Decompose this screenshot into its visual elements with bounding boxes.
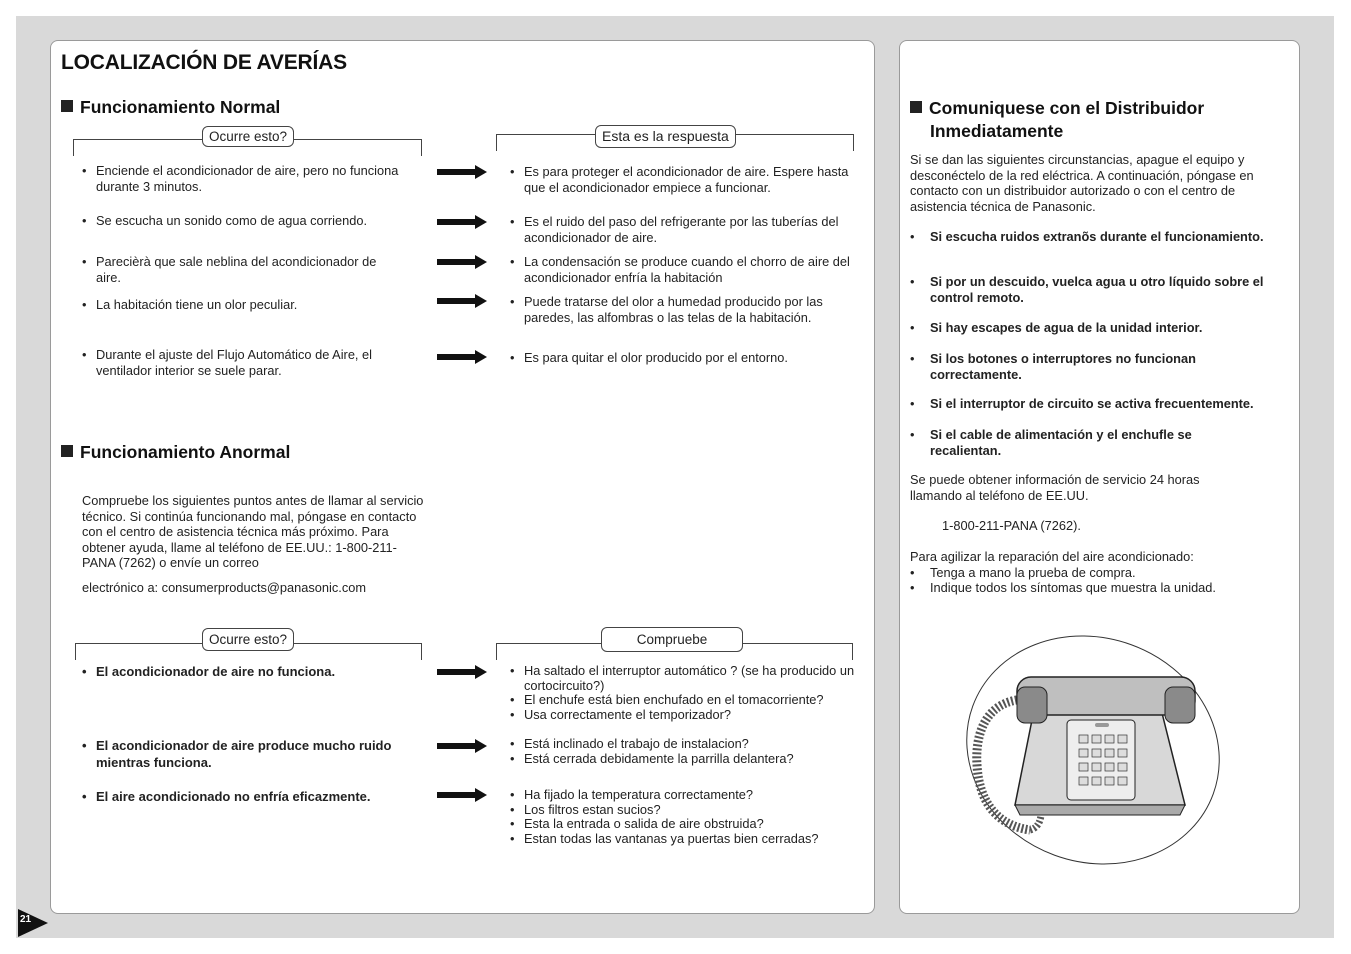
normal-problem-3: • Parecièrà que sale neblina del acondicionador de aire. bbox=[82, 254, 396, 285]
abnormal-problem-3: • El aire acondicionado no enfría eficazmente. bbox=[82, 788, 436, 805]
contact-item-6: • Si el cable de alimentación y el enchufle se recalientan. bbox=[910, 427, 1260, 458]
normal-answer-5: • Es para quitar el olor producido por el entorno. bbox=[510, 350, 854, 366]
check-item: • Ha fijado la temperatura correctamente? bbox=[510, 788, 855, 803]
repair-list bbox=[910, 565, 1280, 595]
service-phone: 1-800-211-PANA (7262). bbox=[942, 518, 1081, 533]
abnormal-problem-2: • El acondicionador de aire produce mucho ruido mientras funciona. bbox=[82, 737, 416, 771]
normal-answer-1: • Es para proteger el acondicionador de aire. Espere hasta que el acondicionador empiece a funcionar. bbox=[510, 164, 854, 195]
check-item: • Está inclinado el trabajo de instalacion? bbox=[510, 737, 855, 752]
page-number: 21 bbox=[20, 914, 32, 925]
square-bullet-icon bbox=[61, 445, 73, 457]
contact-intro: Si se dan las siguientes circunstancias, apague el equipo y desconéctelo de la red eléctrica. A continuación, póngase en contacto con un distribuidor autorizado o con el centro de asistencia técnica de Panasonic. bbox=[910, 152, 1254, 214]
normal-answer-2: • Es el ruido del paso del refrigerante por las tuberías del acondicionador de aire. bbox=[510, 214, 854, 245]
contact-item-5: • Si el interruptor de circuito se activa frecuentemente. bbox=[910, 396, 1310, 412]
page-title: LOCALIZACIÓN DE AVERÍAS bbox=[61, 51, 347, 74]
contact-heading: Comuniquese con el Distribuidor Inmediatamente bbox=[910, 97, 1290, 143]
repair-item: • Tenga a mano la prueba de compra. bbox=[910, 565, 1280, 580]
check-item: • Estan todas las vantanas ya puertas bien cerradas? bbox=[510, 832, 855, 847]
abnormal-intro: Compruebe los siguientes puntos antes de llamar al servicio técnico. Si continúa funcionando mal, póngase en contacto con el centro de asistencia técnica más próximo. Para obtener ayuda, llame al teléfono de EE.UU.: 1-800-211-PANA (7262) o envíe un correo bbox=[82, 493, 424, 570]
contact-item-4: • Si los botones o interruptores no funcionan correctamente. bbox=[910, 351, 1260, 382]
normal-problem-label: Ocurre esto? bbox=[202, 126, 294, 147]
normal-problem-4: • La habitación tiene un olor peculiar. bbox=[82, 297, 426, 313]
normal-answer-label: Esta es la respuesta bbox=[595, 125, 736, 148]
check-item: • Está cerrada debidamente la parrilla delantera? bbox=[510, 752, 855, 767]
normal-answer-4: • Puede tratarse del olor a humedad producido por las paredes, las alfombras o las telas de la habitación. bbox=[510, 294, 859, 325]
abnormal-problem-1: • El acondicionador de aire no funciona. bbox=[82, 663, 416, 680]
contact-item-2: • Si por un descuido, vuelca agua u otro líquido sobre el control remoto. bbox=[910, 274, 1300, 305]
abnormal-intro-email: electrónico a: consumerproducts@panasonic.com bbox=[82, 580, 366, 595]
abnormal-checks-3 bbox=[510, 788, 855, 846]
right-arrow-icon bbox=[437, 294, 487, 308]
abnormal-checks-1 bbox=[510, 664, 855, 722]
right-arrow-icon bbox=[437, 665, 487, 679]
normal-problem-1: • Enciende el acondicionador de aire, pero no funciona durante 3 minutos. bbox=[82, 163, 406, 194]
abnormal-operation-heading: Funcionamiento Anormal bbox=[61, 441, 290, 464]
check-item: • Esta la entrada o salida de aire obstruida? bbox=[510, 817, 855, 832]
contact-item-1: • Si escucha ruidos extranõs durante el funcionamiento. bbox=[910, 229, 1290, 245]
repair-intro: Para agilizar la reparación del aire acondicionado: bbox=[910, 549, 1194, 564]
abnormal-check-label: Compruebe bbox=[601, 627, 743, 652]
normal-operation-heading: Funcionamiento Normal bbox=[61, 96, 280, 119]
normal-answer-3: • La condensación se produce cuando el chorro de aire del acondicionador enfría la habitación bbox=[510, 254, 864, 285]
abnormal-checks-2 bbox=[510, 737, 855, 766]
right-arrow-icon bbox=[437, 350, 487, 364]
abnormal-problem-label: Ocurre esto? bbox=[202, 628, 294, 651]
check-item: • El enchufe está bien enchufado en el tomacorriente? bbox=[510, 693, 855, 708]
right-arrow-icon bbox=[437, 215, 487, 229]
repair-item: • Indique todos los síntomas que muestra la unidad. bbox=[910, 580, 1280, 595]
square-bullet-icon bbox=[61, 100, 73, 112]
right-arrow-icon bbox=[437, 788, 487, 802]
right-arrow-icon bbox=[437, 255, 487, 269]
check-item: • Los filtros estan sucios? bbox=[510, 803, 855, 818]
check-item: • Usa correctamente el temporizador? bbox=[510, 708, 855, 723]
right-arrow-icon bbox=[437, 739, 487, 753]
telephone-illustration bbox=[955, 625, 1235, 870]
right-arrow-icon bbox=[437, 165, 487, 179]
normal-problem-2: • Se escucha un sonido como de agua corriendo. bbox=[82, 213, 426, 229]
square-bullet-icon bbox=[910, 101, 922, 113]
service-text: Se puede obtener información de servicio 24 horas llamando al teléfono de EE.UU. bbox=[910, 472, 1200, 503]
contact-item-3: • Si hay escapes de agua de la unidad interior. bbox=[910, 320, 1300, 336]
check-item: • Ha saltado el interruptor automático ? (se ha producido un cortocircuito?) bbox=[510, 664, 855, 693]
normal-problem-5: • Durante el ajuste del Flujo Automático de Aire, el ventilador interior se suele parar. bbox=[82, 347, 416, 378]
